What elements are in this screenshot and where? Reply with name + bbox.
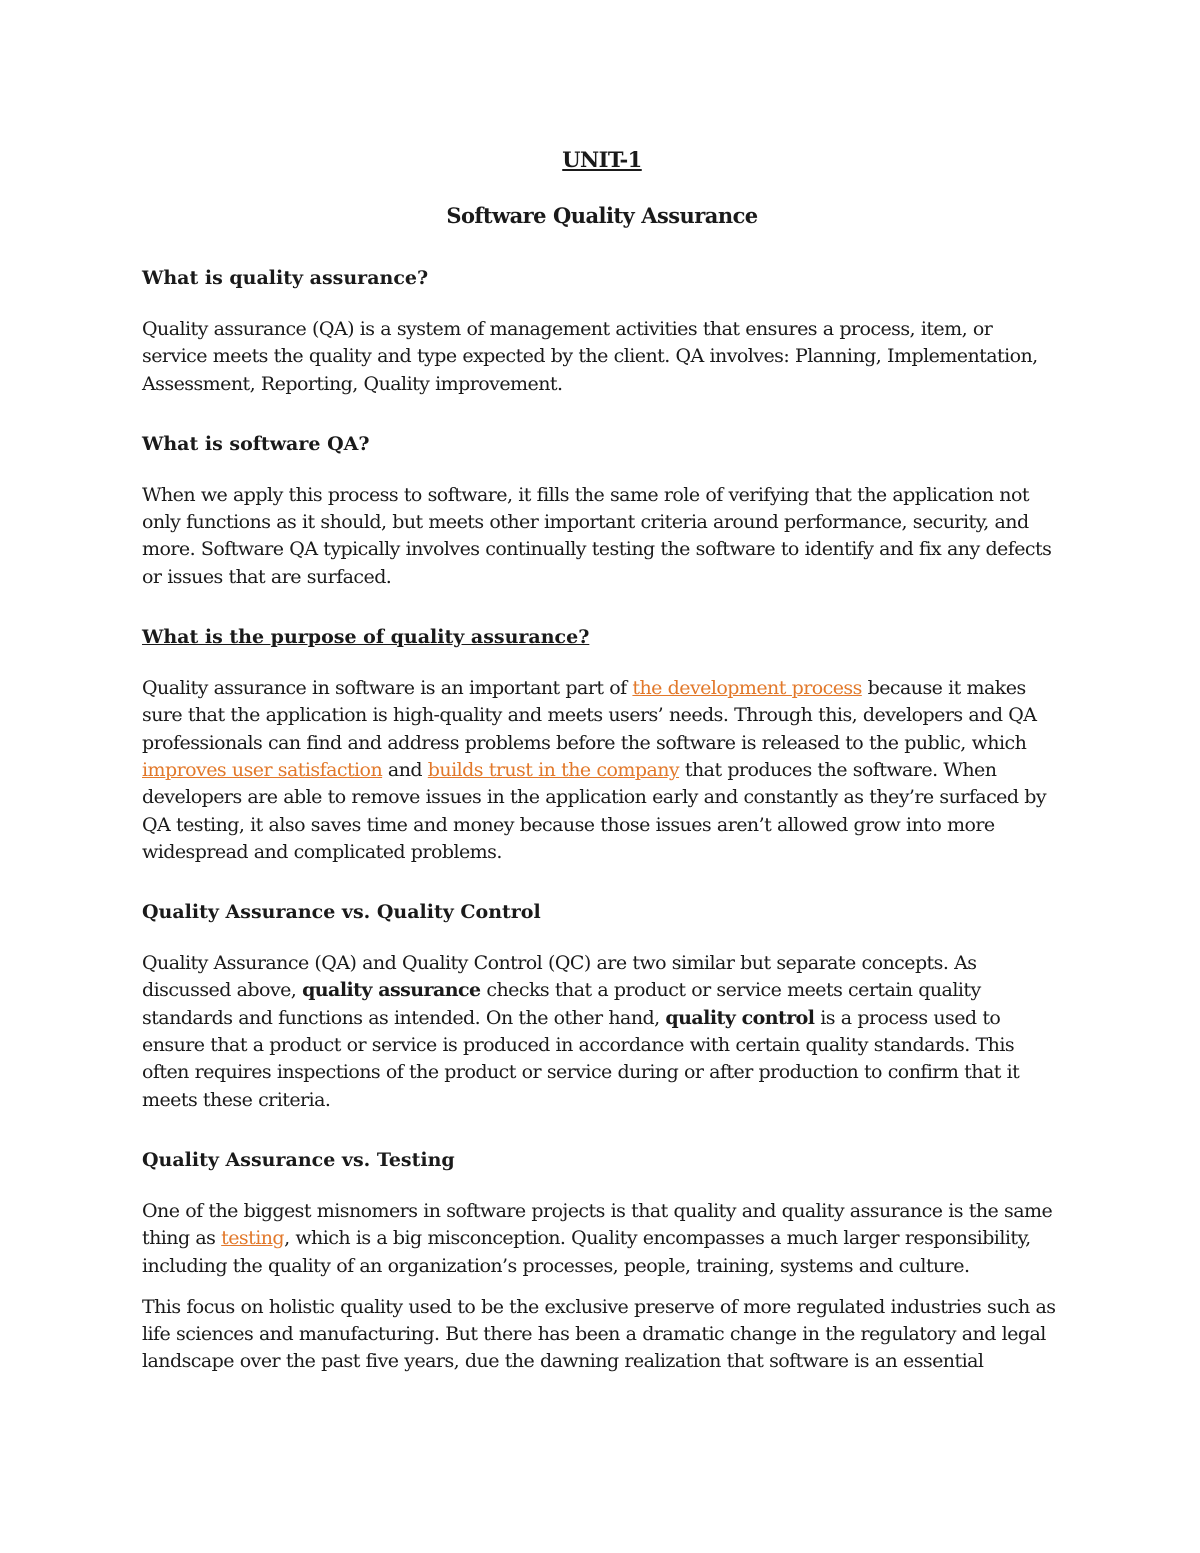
document-title: Software Quality Assurance bbox=[446, 203, 758, 228]
section-heading-software-qa: What is software QA? bbox=[142, 432, 370, 455]
paragraph-holistic-quality: This focus on holistic quality used to be the exclusive preserve of more regulated industries such as life sciences and manufacturing. But there has been a dramatic change in the regulatory and legal landscape over the past five years, due the dawning realization that software is an essential bbox=[142, 1295, 1056, 1373]
paragraph-qa-vs-testing bbox=[142, 1198, 1062, 1280]
bold-term-quality-control: quality control bbox=[665, 1006, 815, 1029]
section-heading-what-is-qa: What is quality assurance? bbox=[142, 267, 429, 289]
paragraph-purpose bbox=[142, 675, 1062, 866]
text-run: and bbox=[382, 758, 428, 781]
paragraph-qa-vs-qc bbox=[142, 950, 1062, 1114]
paragraph-software-qa: When we apply this process to software, it fills the same role of verifying that the application not only functions as it should, but meets other important criteria around performance, security, and more. Software QA typically involves continually testing the software to identify and fix any defects or issues that are surfaced. bbox=[142, 483, 1052, 588]
text-run: that produces the software. When developers are able to remove issues in the application early and constantly as they’re surfaced by QA testing, it also saves time and money because those issues aren’t allowed grow into more widespread and complicated problems. bbox=[142, 758, 1047, 863]
section-heading-purpose: What is the purpose of quality assurance? bbox=[142, 626, 590, 649]
text-run: checks that a product or service meets certain quality standards and functions as intended. On the other hand, bbox=[142, 979, 981, 1029]
link-builds-trust[interactable]: builds trust in the company bbox=[427, 758, 680, 781]
text-run: Quality Assurance (QA) and Quality Control (QC) are two similar but separate concepts. As discussed above, bbox=[142, 952, 977, 1002]
link-testing[interactable]: testing bbox=[221, 1227, 285, 1250]
text-run: , which is a big misconception. Quality encompasses a much larger responsibility, including the quality of an organization’s processes, people, training, systems and culture. bbox=[142, 1227, 1031, 1277]
link-development-process[interactable]: the development process bbox=[632, 677, 862, 700]
text-run: is a process used to ensure that a product or service is produced in accordance with certain quality standards. This often requires inspections of the product or service during or after production to confirm that it meets these criteria. bbox=[142, 1006, 1020, 1111]
unit-heading: UNIT-1 bbox=[562, 147, 642, 172]
paragraph-what-is-qa: Quality assurance (QA) is a system of management activities that ensures a process, item, or service meets the quality and type expected by the client. QA involves: Planning, Implementation, Assessment, Reporting, Quality improvement. bbox=[142, 318, 1038, 395]
link-improves-user-satisfaction[interactable]: improves user satisfaction bbox=[142, 758, 383, 781]
text-run: because it makes sure that the application is high-quality and meets users’ needs. Through this, developers and QA professionals can find and address problems before the software is released to the public, which bbox=[142, 677, 1037, 754]
bold-term-quality-assurance: quality assurance bbox=[302, 979, 481, 1002]
section-heading-qa-vs-qc: Quality Assurance vs. Quality Control bbox=[142, 901, 541, 924]
document-body bbox=[142, 142, 1062, 1376]
text-run: Quality assurance in software is an important part of bbox=[142, 677, 633, 700]
section-heading-qa-vs-testing: Quality Assurance vs. Testing bbox=[142, 1148, 455, 1171]
text-run: One of the biggest misnomers in software projects is that quality and quality assurance is the same thing as bbox=[142, 1199, 1053, 1250]
